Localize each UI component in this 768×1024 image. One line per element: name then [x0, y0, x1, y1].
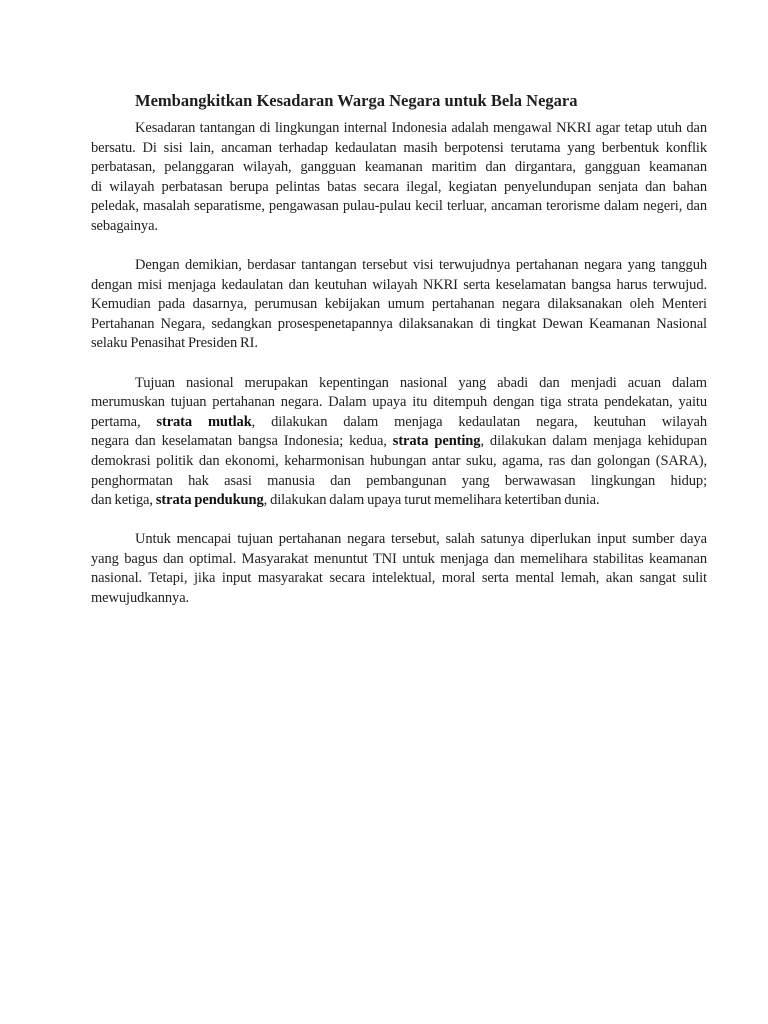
- text-segment: Pertahanan Negara, sedangkan prosespenetapannya dilaksanakan di tingkat Dewan Keamanan Nasional: [91, 315, 707, 332]
- text-segment: perbatasan, pelanggaran wilayah, gangguan keamanan maritim dan dirgantara, gangguan keamanan: [91, 159, 707, 176]
- text-segment: pertama,: [91, 413, 157, 430]
- text-segment: Kemudian pada dasarnya, perumusan kebijakan umum pertahanan negara dilaksanakan oleh Menteri: [91, 296, 707, 313]
- text-line: [91, 295, 707, 315]
- text-line: [91, 217, 707, 237]
- text-segment: nasional. Tetapi, jika input masyarakat secara intelektual, moral serta mental lemah, akan sangat sulit: [91, 570, 707, 587]
- text-segment: negara dan keselamatan bangsa Indonesia; kedua,: [91, 433, 393, 450]
- text-line: [91, 432, 707, 452]
- text-line: [91, 491, 707, 511]
- text-line: [91, 589, 707, 609]
- bold-term: strata penting: [392, 433, 481, 450]
- text-segment: peledak, masalah separatisme, pengawasan pulau-pulau kecil terluar, ancaman terorisme dalam negeri, dan: [91, 198, 707, 215]
- text-line: [91, 158, 707, 178]
- text-segment: Kesadaran tantangan di lingkungan internal Indonesia adalah mengawal NKRI agar tetap utuh dan: [135, 120, 707, 136]
- text-segment: di wilayah perbatasan berupa pelintas batas secara ilegal, kegiatan penyelundupan senjata dan bahan: [91, 178, 707, 195]
- text-segment: penghormatan hak asasi manusia dan pembangunan yang berwawasan lingkungan hidup;: [91, 472, 707, 489]
- text-line: [91, 315, 707, 335]
- text-line: [91, 569, 707, 589]
- text-segment: yang bagus dan optimal. Masyarakat menuntut TNI untuk menjaga dan memelihara stabilitas keamanan: [91, 550, 707, 567]
- text-line: [91, 178, 707, 198]
- text-line: [91, 374, 707, 394]
- paragraph: [91, 119, 707, 237]
- text-segment: Tujuan nasional merupakan kepentingan nasional yang abadi dan menjadi acuan dalam: [135, 374, 707, 391]
- text-line: [91, 472, 707, 492]
- paragraph: [91, 374, 707, 511]
- text-line: [91, 276, 707, 296]
- text-segment: Dengan demikian, berdasar tantangan tersebut visi terwujudnya pertahanan negara yang tangguh: [135, 257, 707, 274]
- text-line: [91, 550, 707, 570]
- text-segment: selaku Penasihat Presiden RI.: [91, 335, 258, 352]
- text-line: [91, 393, 707, 413]
- paragraph: [91, 530, 707, 608]
- text-segment: mewujudkannya.: [91, 589, 190, 606]
- text-line: [91, 413, 707, 433]
- bold-term: strata mutlak: [156, 413, 252, 430]
- text-line: [91, 197, 707, 217]
- text-line: [91, 334, 707, 354]
- text-line: [91, 452, 707, 472]
- document-title: Membangkitkan Kesadaran Warga Negara untuk Bela Negara: [135, 91, 578, 110]
- text-segment: , dilakukan dalam menjaga kehidupan: [480, 433, 707, 450]
- text-segment: dan ketiga,: [91, 492, 156, 509]
- bold-term: strata pendukung: [155, 492, 264, 509]
- document-body: [91, 119, 707, 609]
- text-segment: Untuk mencapai tujuan pertahanan negara tersebut, salah satunya diperlukan input sumber daya: [135, 531, 707, 548]
- text-segment: merumuskan tujuan pertahanan negara. Dalam upaya itu ditempuh dengan tiga strata pendekatan, yaitu: [91, 394, 707, 411]
- text-segment: demokrasi politik dan ekonomi, keharmonisan hubungan antar suku, agama, ras dan golongan (SARA),: [91, 452, 707, 469]
- text-segment: bersatu. Di sisi lain, ancaman terhadap kedaulatan masih berpotensi terutama yang berbentuk konflik: [91, 139, 707, 156]
- document-page: [91, 91, 707, 628]
- text-line: [91, 119, 707, 139]
- text-line: [91, 256, 707, 276]
- text-segment: , dilakukan dalam upaya turut memelihara ketertiban dunia.: [263, 492, 600, 509]
- paragraph: [91, 256, 707, 354]
- text-segment: , dilakukan dalam menjaga kedaulatan negara, keutuhan wilayah: [251, 413, 707, 430]
- text-segment: dengan misi menjaga kedaulatan dan keutuhan wilayah NKRI serta keselamatan bangsa harus terwujud.: [91, 276, 707, 293]
- text-line: [91, 139, 707, 159]
- text-segment: sebagainya.: [91, 217, 158, 234]
- text-line: [91, 530, 707, 550]
